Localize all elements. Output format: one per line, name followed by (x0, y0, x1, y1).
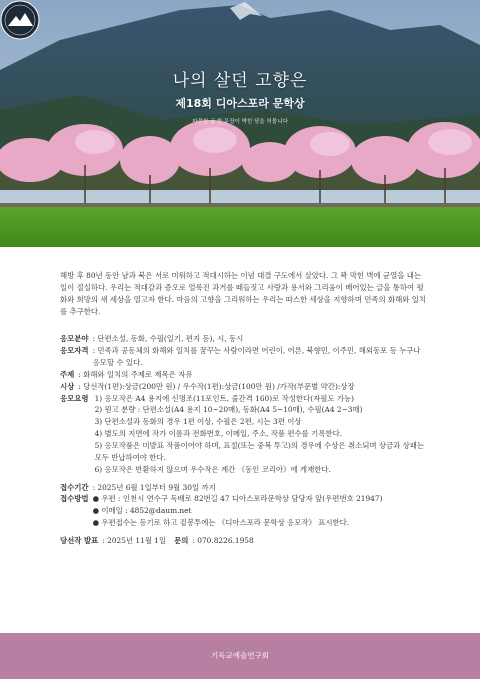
announce-value: : 2025년 11월 1일 (102, 535, 167, 545)
requirement-item: 6) 응모작은 반환하지 않으며 우수작은 계간 《동인 코리아》에 게재한다. (94, 464, 331, 474)
award-row (60, 381, 430, 393)
requirement-item: 5) 응모작품은 미발표 작품이어야 하며, 표절(또는 중복 투고)의 경우에 수상은 취소되며 상금과 상패는 모두 반납하여야 한다. (94, 440, 425, 462)
period-value: : 2025년 6월 1일부터 9월 30일 까지 (92, 482, 216, 492)
announce-label: 당선작 발표 (60, 535, 99, 545)
period-label: 접수기간 (60, 482, 89, 492)
theme-label: 주제 (60, 369, 75, 379)
category-label: 응모분야 (60, 334, 89, 344)
theme-value: : 화해와 일치의 주제로 제목은 자유 (78, 369, 193, 379)
footer-organization: 기독교예술연구회 (0, 633, 480, 679)
eligibility-label: 응모자격 (60, 346, 89, 356)
contact-label: 문의 (174, 535, 189, 545)
requirement-item: 4) 별도의 지면에 작가 이름과 전화번호, 이메일, 주소, 작품 편수를 기록한다. (94, 429, 343, 439)
contact-value: : 070.8226.1958 (192, 535, 254, 545)
method-item: ● 우편 : 인천시 연수구 독배로 82번길 47 디아스포라문학상 담당자 앞(우편번호 21947) (92, 494, 383, 504)
category-row (60, 333, 430, 345)
requirements-list (93, 393, 430, 476)
poster-title: 나의 살던 고향은 (172, 71, 308, 91)
requirement-item: 3) 단편소설과 동화의 경우 1편 이상, 수필은 2편, 시는 3편 이상 (94, 417, 302, 427)
theme-row (60, 369, 430, 381)
requirements-label: 응모요령 (60, 393, 89, 403)
award-value: : 당선작(1편):상금(200만 원) / 우수작(1편):상금(100만 원) /가작(부문별 약간):상장 (78, 381, 355, 391)
eligibility-value: : 민족과 공동체의 화해와 일치를 꿈꾸는 사람이라면 어린이, 어른, 북향민, 이주민, 해외동포 등 누구나 응모할 수 있다. (92, 346, 421, 368)
poster-tagline: 파묻힌 글 한 문장이 박힌 담을 허물니다 (192, 119, 288, 125)
requirement-item: 2) 원고 분량 : 단편소설(A4 용지 10~20매), 동화(A4 5~10매), 수필(A4 2~3매) (94, 405, 363, 415)
requirements-row (60, 393, 430, 476)
intro-paragraph: 해방 후 80년 동안 남과 북은 서로 미워하고 적대시하는 이념 대결 구도에서 살았다. 그 꽉 막힌 벽에 균열을 내는 일이 절실하다. 우리는 적대감과 증오로 얼룩진 과거를 떼들짓고 사랑과 용서와 그리움이 배어있는 글을 통하여 평화와 희망의 새 세상을 열고자 한다. 마음의 고향을 그리워하는 우리는 따스한 세상을 지향하며 민족의 화해와 일치를 추구한다. (60, 271, 427, 316)
method-item: ● 이메일 : 4852@daum.net (92, 506, 192, 516)
requirement-item: 1) 응모작은 A4 용지에 신명조(11포인트, 줄간격 160)로 작성한다(자필도 가능) (94, 393, 355, 403)
logo (0, 0, 40, 40)
method-label: 접수방법 (60, 494, 89, 504)
method-list (93, 493, 430, 529)
hero-banner (0, 0, 480, 247)
announce-row (60, 535, 430, 547)
method-item: ● 우편접수는 등기로 하고 겉봉투에는 《디아스포라 문학상 응모작》 표시한다. (92, 518, 350, 528)
period-row (60, 482, 430, 494)
category-value: : 단편소설, 동화, 수필(일기, 편지 등), 시, 동시 (92, 334, 244, 344)
poster-subtitle: 제18회 디아스포라 문학상 (175, 97, 305, 110)
content (60, 270, 430, 547)
method-row (60, 493, 430, 529)
award-label: 시상 (60, 381, 75, 391)
eligibility-row (60, 345, 430, 369)
